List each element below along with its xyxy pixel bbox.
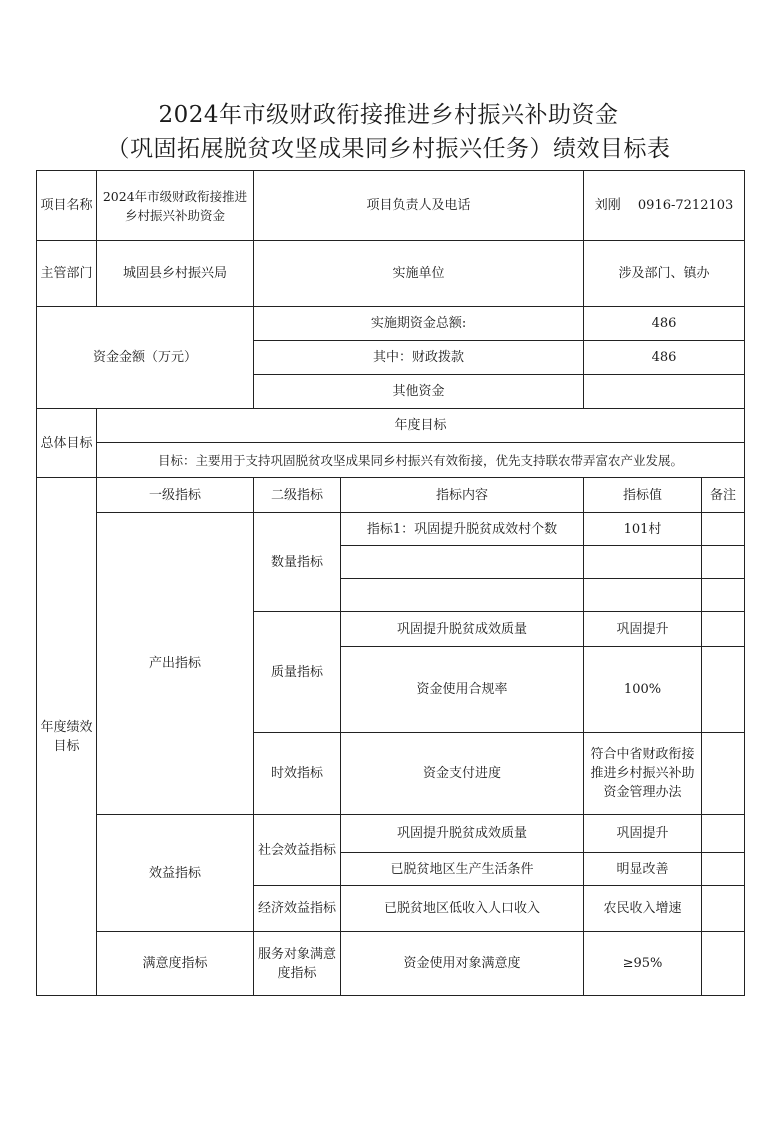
funds-total-value: 486 <box>584 307 745 341</box>
timeliness-content: 资金支付进度 <box>341 733 584 815</box>
header-content: 指标内容 <box>341 478 584 513</box>
funds-fiscal-value: 486 <box>584 341 745 375</box>
quality-label: 质量指标 <box>254 612 341 733</box>
social-content-2: 已脱贫地区生产生活条件 <box>341 853 584 886</box>
dept-value: 城固县乡村振兴局 <box>97 241 254 307</box>
funds-total-row <box>37 307 745 341</box>
perf-header-row <box>37 478 745 513</box>
social-value-2: 明显改善 <box>584 853 702 886</box>
quantity-content-3 <box>341 579 584 612</box>
project-row <box>37 171 745 241</box>
quantity-content-1: 指标1：巩固提升脱贫成效村个数 <box>341 513 584 546</box>
note-cell <box>702 853 745 886</box>
quantity-value-3 <box>584 579 702 612</box>
social-value-1: 巩固提升 <box>584 815 702 853</box>
social-content-1: 巩固提升脱贫成效质量 <box>341 815 584 853</box>
header-note: 备注 <box>702 478 745 513</box>
title-line-1: 2024年市级财政衔接推进乡村振兴补助资金 <box>158 102 619 128</box>
table-row <box>37 513 745 546</box>
header-level1: 一级指标 <box>97 478 254 513</box>
timeliness-value: 符合中省财政衔接推进乡村振兴补助资金管理办法 <box>584 733 702 815</box>
quantity-content-2 <box>341 546 584 579</box>
title-line-2: （巩固拓展脱贫攻坚成果同乡村振兴任务）绩效目标表 <box>106 136 671 162</box>
funds-label: 资金金额（万元） <box>37 307 254 409</box>
overall-header: 年度目标 <box>97 409 745 443</box>
overall-goal-row <box>37 443 745 478</box>
quality-value-1: 巩固提升 <box>584 612 702 647</box>
unit-label: 实施单位 <box>254 241 584 307</box>
note-cell <box>702 932 745 996</box>
project-name-label: 项目名称 <box>37 171 97 241</box>
quantity-label: 数量指标 <box>254 513 341 612</box>
note-cell <box>702 733 745 815</box>
economic-label: 经济效益指标 <box>254 886 341 932</box>
funds-fiscal-label: 其中：财政拨款 <box>254 341 584 375</box>
contact-label: 项目负责人及电话 <box>254 171 584 241</box>
overall-header-row <box>37 409 745 443</box>
project-name-value: 2024年市级财政衔接推进乡村振兴补助资金 <box>97 171 254 241</box>
overall-label: 总体目标 <box>37 409 97 478</box>
table-row <box>37 932 745 996</box>
satisfaction-label: 满意度指标 <box>97 932 254 996</box>
overall-goal-text: 目标：主要用于支持巩固脱贫攻坚成果同乡村振兴有效衔接，优先支持联农带弄富农产业发展。 <box>97 443 745 478</box>
header-level2: 二级指标 <box>254 478 341 513</box>
note-cell <box>702 612 745 647</box>
perf-label: 年度绩效目标 <box>37 478 97 996</box>
note-cell <box>702 546 745 579</box>
header-value: 指标值 <box>584 478 702 513</box>
satisfaction-value: ≥95% <box>584 932 702 996</box>
output-label: 产出指标 <box>97 513 254 815</box>
quality-content-1: 巩固提升脱贫成效质量 <box>341 612 584 647</box>
timeliness-label: 时效指标 <box>254 733 341 815</box>
note-cell <box>702 815 745 853</box>
note-cell <box>702 886 745 932</box>
dept-label: 主管部门 <box>37 241 97 307</box>
note-cell <box>702 513 745 546</box>
contact-value: 刘刚 0916-7212103 <box>584 171 745 241</box>
benefit-label: 效益指标 <box>97 815 254 932</box>
quantity-value-1: 101村 <box>584 513 702 546</box>
funds-other-label: 其他资金 <box>254 375 584 409</box>
quality-value-2: 100% <box>584 647 702 733</box>
satisfaction-content: 资金使用对象满意度 <box>341 932 584 996</box>
department-row <box>37 241 745 307</box>
quality-content-2: 资金使用合规率 <box>341 647 584 733</box>
economic-value: 农民收入增速 <box>584 886 702 932</box>
economic-content: 已脱贫地区低收入人口收入 <box>341 886 584 932</box>
note-cell <box>702 647 745 733</box>
document-title <box>0 98 777 166</box>
note-cell <box>702 579 745 612</box>
social-label: 社会效益指标 <box>254 815 341 886</box>
funds-total-label: 实施期资金总额: <box>254 307 584 341</box>
performance-target-table <box>36 170 745 996</box>
quantity-value-2 <box>584 546 702 579</box>
table-row <box>37 815 745 853</box>
unit-value: 涉及部门、镇办 <box>584 241 745 307</box>
funds-other-value <box>584 375 745 409</box>
satisfaction-sub-label: 服务对象满意度指标 <box>254 932 341 996</box>
